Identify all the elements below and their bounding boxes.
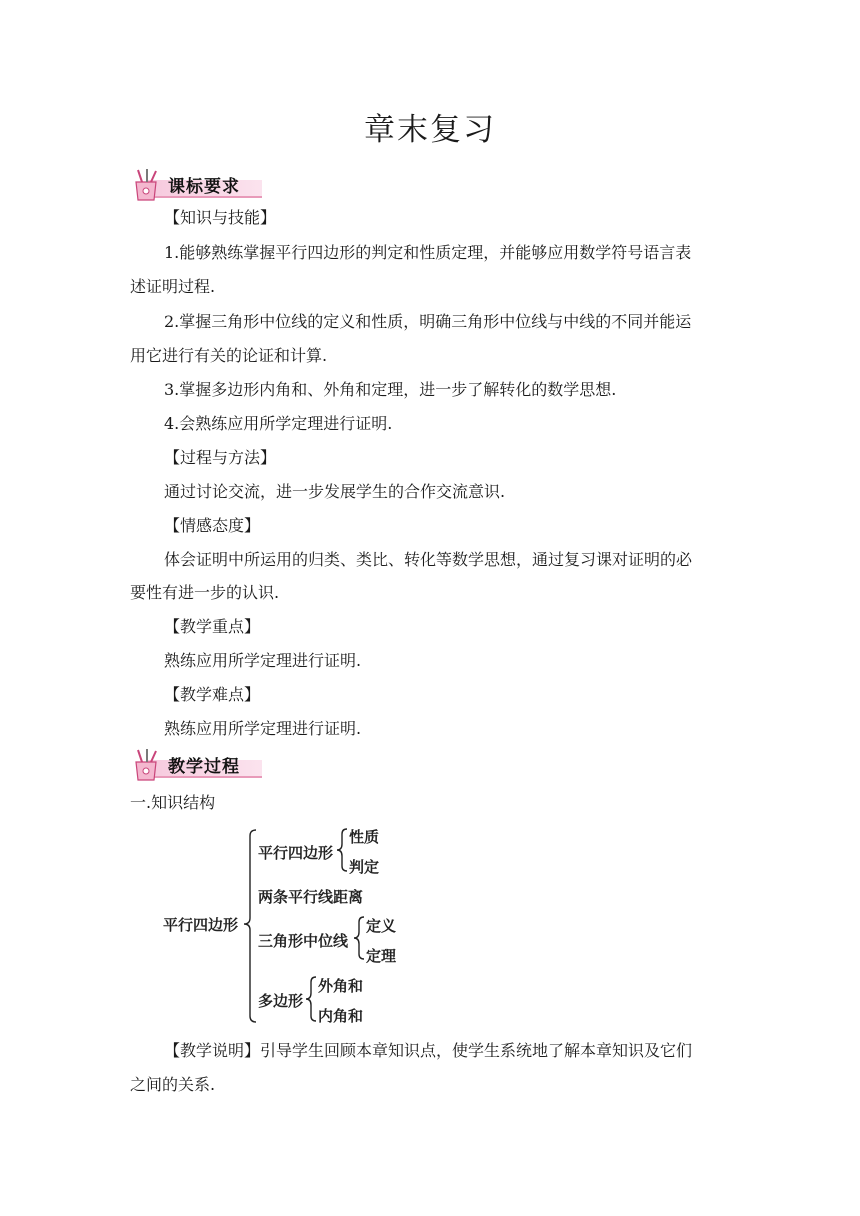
diagram-leaf-theorem: 定理: [366, 947, 397, 965]
diagram-leaf-exterior-angles: 外角和: [318, 977, 364, 995]
brace-branch3: [354, 917, 364, 959]
diagram-branch-polygon: 多边形: [258, 992, 304, 1010]
goal-item-4: 4.会熟练应用所学定理进行证明.: [164, 414, 393, 433]
goal-item-2-line2: 用它进行有关的论证和计算.: [130, 346, 328, 365]
diagram-branch-distance: 两条平行线距离: [258, 888, 364, 906]
key-points-text: 熟练应用所学定理进行证明.: [164, 651, 362, 670]
knowledge-heading: 【知识与技能】: [164, 208, 277, 227]
diagram-branch-parallelogram: 平行四边形: [258, 844, 334, 862]
section-label: 教学过程: [168, 757, 240, 777]
difficult-points-heading: 【教学难点】: [164, 685, 261, 704]
diagram-leaf-criteria: 判定: [349, 858, 380, 876]
key-points-heading: 【教学重点】: [164, 617, 261, 636]
teaching-note-line1: 【教学说明】引导学生回顾本章知识点，使学生系统地了解本章知识及它们: [164, 1041, 693, 1060]
emotion-heading: 【情感态度】: [164, 516, 261, 535]
diagram-branch-midline: 三角形中位线: [258, 932, 349, 950]
structure-heading: 一.知识结构: [130, 793, 216, 812]
diagram-leaf-interior-angles: 内角和: [318, 1007, 364, 1025]
goal-item-1-line2: 述证明过程.: [130, 277, 216, 296]
diagram-leaf-definition: 定义: [366, 917, 397, 935]
goal-item-2-line1: 2.掌握三角形中位线的定义和性质，明确三角形中位线与中线的不同并能运: [164, 312, 692, 331]
brace-branch4: [306, 977, 316, 1021]
process-heading: 【过程与方法】: [164, 448, 277, 467]
diagram-root: 平行四边形: [163, 916, 239, 934]
difficult-points-text: 熟练应用所学定理进行证明.: [164, 719, 362, 738]
diagram-leaf-properties: 性质: [349, 828, 380, 846]
teaching-note-line2: 之间的关系.: [130, 1075, 216, 1094]
brace-branch1: [337, 829, 347, 871]
emotion-text-line1: 体会证明中所运用的归类、类比、转化等数学思想，通过复习课对证明的必: [164, 550, 693, 569]
emotion-text-line2: 要性有进一步的认识.: [130, 583, 280, 602]
section-label: 课标要求: [168, 177, 240, 197]
goal-item-1-line1: 1.能够熟练掌握平行四边形的判定和性质定理，并能够应用数学符号语言表: [164, 243, 692, 262]
goal-item-3: 3.掌握多边形内角和、外角和定理，进一步了解转化的数学思想.: [164, 380, 617, 399]
page-title: 章末复习: [364, 112, 496, 148]
process-text: 通过讨论交流，进一步发展学生的合作交流意识.: [164, 482, 506, 501]
